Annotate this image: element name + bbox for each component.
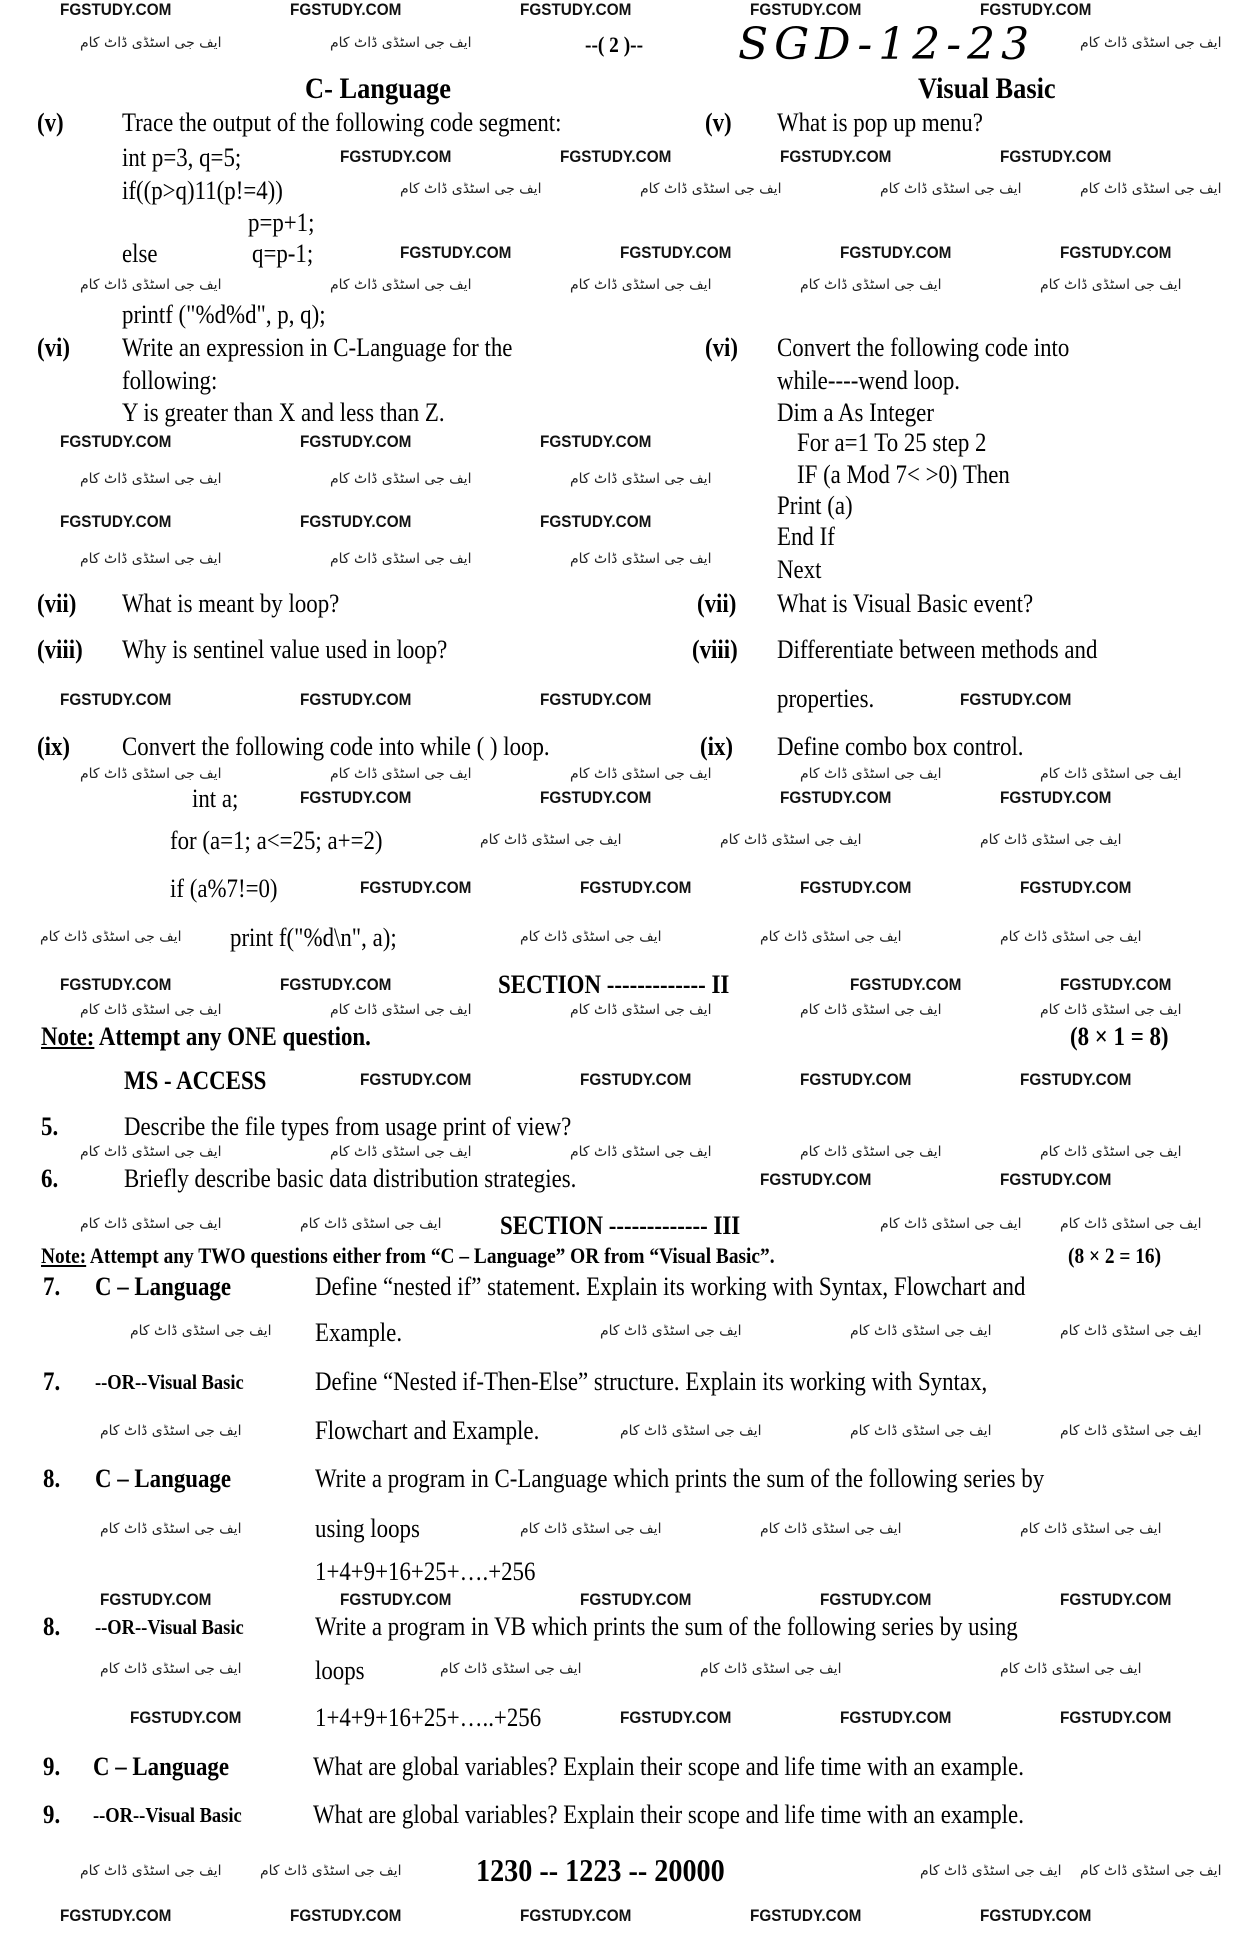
q6-num: 6. [41,1164,59,1193]
q7-alt-text2: Flowchart and Example. [315,1416,540,1445]
code-line: int p=3, q=5; [122,143,242,172]
watermark-text: FGSTUDY.COM [60,690,172,709]
q8-subject: C – Language [95,1464,232,1493]
q-vi-vb-text: Convert the following code into [777,333,1070,362]
watermark-urdu: ایف جی اسٹڈی ڈاٹ کام [1060,1216,1202,1232]
note-label: Note: [41,1243,87,1268]
watermark-urdu: ایف جی اسٹڈی ڈاٹ کام [80,1863,222,1879]
watermark-text: FGSTUDY.COM [960,690,1072,709]
watermark-urdu: ایف جی اسٹڈی ڈاٹ کام [620,1423,762,1439]
watermark-text: FGSTUDY.COM [1060,975,1172,994]
q8-alt-text: Write a program in VB which prints the sum of the following series by using [315,1612,1018,1641]
watermark-urdu: ایف جی اسٹڈی ڈاٹ کام [520,929,662,945]
watermark-text: FGSTUDY.COM [360,1070,472,1089]
watermark-urdu: ایف جی اسٹڈی ڈاٹ کام [80,766,222,782]
watermark-text: FGSTUDY.COM [780,147,892,166]
watermark-text: FGSTUDY.COM [1000,788,1112,807]
q8-alt-num: 8. [43,1612,61,1641]
watermark-urdu: ایف جی اسٹڈی ڈاٹ کام [80,551,222,567]
watermark-urdu: ایف جی اسٹڈی ڈاٹ کام [80,35,222,51]
watermark-text: FGSTUDY.COM [520,1906,632,1925]
q8-alt-series: 1+4+9+16+25+…..+256 [315,1703,542,1732]
vb-code-line: Print (a) [777,491,853,520]
watermark-urdu: ایف جی اسٹڈی ڈاٹ کام [100,1423,242,1439]
watermark-urdu: ایف جی اسٹڈی ڈاٹ کام [330,1144,472,1160]
section-iii-note: Attempt any TWO questions either from “C – Language” OR from “Visual Basic”. [89,1243,775,1268]
watermark-urdu: ایف جی اسٹڈی ڈاٹ کام [80,277,222,293]
watermark-text: FGSTUDY.COM [100,1590,212,1609]
q7-text: Define “nested if” statement. Explain its working with Syntax, Flowchart and [315,1272,1026,1301]
watermark-text: FGSTUDY.COM [820,1590,932,1609]
c-language-heading: C- Language [305,72,451,105]
code-line: for (a=1; a<=25; a+=2) [170,826,383,855]
watermark-text: FGSTUDY.COM [520,0,632,19]
q5-num: 5. [41,1112,59,1141]
watermark-text: FGSTUDY.COM [1060,1708,1172,1727]
watermark-urdu: ایف جی اسٹڈی ڈاٹ کام [1060,1423,1202,1439]
watermark-text: FGSTUDY.COM [300,788,412,807]
code-line: if((p>q)11(p!=4)) [122,176,283,205]
watermark-text: FGSTUDY.COM [850,975,962,994]
q-v-vb-num: (v) [705,108,732,137]
watermark-urdu: ایف جی اسٹڈی ڈاٹ کام [720,832,862,848]
watermark-text: FGSTUDY.COM [300,512,412,531]
note-label: Note: [41,1022,95,1051]
watermark-text: FGSTUDY.COM [130,1708,242,1727]
watermark-urdu: ایف جی اسٹڈی ڈاٹ کام [330,551,472,567]
watermark-urdu: ایف جی اسٹڈی ڈاٹ کام [570,551,712,567]
watermark-urdu: ایف جی اسٹڈی ڈاٹ کام [1080,1863,1222,1879]
watermark-urdu: ایف جی اسٹڈی ڈاٹ کام [1000,929,1142,945]
watermark-text: FGSTUDY.COM [60,512,172,531]
q-viii-vb-num: (viii) [692,635,738,664]
watermark-text: FGSTUDY.COM [340,147,452,166]
watermark-text: FGSTUDY.COM [540,788,652,807]
q7-text2: Example. [315,1318,403,1347]
vb-code-line: IF (a Mod 7< >0) Then [797,460,1010,489]
page-number: --( 2 )-- [585,32,644,57]
q7-subject: C – Language [95,1272,232,1301]
watermark-text: FGSTUDY.COM [620,243,732,262]
vb-code-line: End If [777,522,835,551]
watermark-urdu: ایف جی اسٹڈی ڈاٹ کام [330,277,472,293]
watermark-urdu: ایف جی اسٹڈی ڈاٹ کام [1040,1144,1182,1160]
q7-alt-num: 7. [43,1367,61,1396]
q-v-num: (v) [37,108,64,137]
watermark-urdu: ایف جی اسٹڈی ڈاٹ کام [330,471,472,487]
watermark-text: FGSTUDY.COM [1020,1070,1132,1089]
q9-alt-text: What are global variables? Explain their scope and life time with an example. [313,1800,1024,1829]
watermark-urdu: ایف جی اسٹڈی ڈاٹ کام [1060,1323,1202,1339]
watermark-text: FGSTUDY.COM [1060,1590,1172,1609]
watermark-urdu: ایف جی اسٹڈی ڈاٹ کام [1040,766,1182,782]
q-vii-vb-text: What is Visual Basic event? [777,589,1034,618]
code-line: if (a%7!=0) [170,874,278,903]
watermark-text: FGSTUDY.COM [840,1708,952,1727]
watermark-urdu: ایف جی اسٹڈی ڈاٹ کام [570,766,712,782]
q7-alt-subject: --OR--Visual Basic [95,1370,244,1394]
watermark-text: FGSTUDY.COM [360,878,472,897]
watermark-text: FGSTUDY.COM [780,788,892,807]
watermark-urdu: ایف جی اسٹڈی ڈاٹ کام [800,766,942,782]
watermark-urdu: ایف جی اسٹڈی ڈاٹ کام [40,929,182,945]
code-line: int a; [192,784,239,813]
watermark-urdu: ایف جی اسٹڈی ڈاٹ کام [1080,35,1222,51]
watermark-text: FGSTUDY.COM [580,1590,692,1609]
q8-alt-subject: --OR--Visual Basic [95,1615,244,1639]
watermark-urdu: ایف جی اسٹڈی ڈاٹ کام [570,471,712,487]
code-line: printf ("%d%d", p, q); [122,300,326,329]
q9-alt-subject: --OR--Visual Basic [93,1803,242,1827]
watermark-text: FGSTUDY.COM [750,1906,862,1925]
watermark-text: FGSTUDY.COM [1020,878,1132,897]
watermark-text: FGSTUDY.COM [800,1070,912,1089]
watermark-text: FGSTUDY.COM [60,432,172,451]
watermark-urdu: ایف جی اسٹڈی ڈاٹ کام [1020,1521,1162,1537]
watermark-text: FGSTUDY.COM [760,1170,872,1189]
watermark-urdu: ایف جی اسٹڈی ڈاٹ کام [440,1661,582,1677]
watermark-urdu: ایف جی اسٹڈی ڈاٹ کام [260,1863,402,1879]
watermark-urdu: ایف جی اسٹڈی ڈاٹ کام [600,1323,742,1339]
watermark-urdu: ایف جی اسٹڈی ڈاٹ کام [100,1521,242,1537]
watermark-text: FGSTUDY.COM [290,1906,402,1925]
watermark-urdu: ایف جی اسٹڈی ڈاٹ کام [570,1144,712,1160]
watermark-urdu: ایف جی اسٹڈی ڈاٹ کام [880,1216,1022,1232]
watermark-text: FGSTUDY.COM [840,243,952,262]
watermark-urdu: ایف جی اسٹڈی ڈاٹ کام [330,766,472,782]
vb-code-line: Next [777,555,822,584]
watermark-text: FGSTUDY.COM [620,1708,732,1727]
q-vii-c-text: What is meant by loop? [122,589,340,618]
section-ii-title: SECTION ------------- II [498,970,730,999]
watermark-text: FGSTUDY.COM [300,432,412,451]
q7-alt-text: Define “Nested if-Then-Else” structure. Explain its working with Syntax, [315,1367,988,1396]
q-vi-vb-text2: while----wend loop. [777,366,960,395]
vb-code-line: Dim a As Integer [777,398,934,427]
watermark-urdu: ایف جی اسٹڈی ڈاٹ کام [400,181,542,197]
watermark-urdu: ایف جی اسٹڈی ڈاٹ کام [300,1216,442,1232]
q5-text: Describe the file types from usage print of view? [124,1112,572,1141]
section-iii-title: SECTION ------------- III [500,1211,741,1240]
watermark-text: FGSTUDY.COM [300,690,412,709]
watermark-urdu: ایف جی اسٹڈی ڈاٹ کام [330,1002,472,1018]
q-vi-c-text: Write an expression in C-Language for the [122,333,513,362]
q8-num: 8. [43,1464,61,1493]
q-viii-vb-text: Differentiate between methods and [777,635,1098,664]
q-viii-vb-text2: properties. [777,684,875,713]
watermark-urdu: ایف جی اسٹڈی ڈاٹ کام [800,1144,942,1160]
watermark-urdu: ایف جی اسٹڈی ڈاٹ کام [80,1002,222,1018]
watermark-urdu: ایف جی اسٹڈی ڈاٹ کام [80,1144,222,1160]
q-ix-c-text: Convert the following code into while ( ) loop. [122,732,550,761]
watermark-urdu: ایف جی اسٹڈی ڈاٹ کام [640,181,782,197]
watermark-text: FGSTUDY.COM [1000,1170,1112,1189]
q9-num: 9. [43,1752,61,1781]
q-vii-num: (vii) [37,589,77,618]
watermark-urdu: ایف جی اسٹڈی ڈاٹ کام [850,1423,992,1439]
watermark-urdu: ایف جی اسٹڈی ڈاٹ کام [100,1661,242,1677]
watermark-text: FGSTUDY.COM [60,1906,172,1925]
q8-series: 1+4+9+16+25+….+256 [315,1557,536,1586]
watermark-urdu: ایف جی اسٹڈی ڈاٹ کام [570,277,712,293]
q-vii-vb-num: (vii) [697,589,737,618]
watermark-text: FGSTUDY.COM [340,1590,452,1609]
q9-alt-num: 9. [43,1800,61,1829]
q8-text: Write a program in C-Language which prints the sum of the following series by [315,1464,1045,1493]
watermark-urdu: ایف جی اسٹڈی ڈاٹ کام [760,1521,902,1537]
watermark-text: FGSTUDY.COM [580,1070,692,1089]
q-v-c-text: Trace the output of the following code segment: [122,108,562,137]
watermark-text: FGSTUDY.COM [980,1906,1092,1925]
watermark-text: FGSTUDY.COM [60,0,172,19]
q-ix-vb-text: Define combo box control. [777,732,1024,761]
code-line: q=p-1; [252,239,314,268]
watermark-urdu: ایف جی اسٹڈی ڈاٹ کام [1040,277,1182,293]
q8-text2: using loops [315,1514,420,1543]
watermark-text: FGSTUDY.COM [60,975,172,994]
q-viii-num: (viii) [37,635,83,664]
q-vi-num: (vi) [37,333,71,362]
watermark-urdu: ایف جی اسٹڈی ڈاٹ کام [130,1323,272,1339]
q-ix-vb-num: (ix) [700,732,734,761]
watermark-urdu: ایف جی اسٹڈی ڈاٹ کام [570,1002,712,1018]
watermark-text: FGSTUDY.COM [800,878,912,897]
q-ix-num: (ix) [37,732,71,761]
watermark-urdu: ایف جی اسٹڈی ڈاٹ کام [920,1863,1062,1879]
q-viii-c-text: Why is sentinel value used in loop? [122,635,448,664]
watermark-text: FGSTUDY.COM [400,243,512,262]
q9-subject: C – Language [93,1752,230,1781]
watermark-urdu: ایف جی اسٹڈی ڈاٹ کام [1080,181,1222,197]
visual-basic-heading: Visual Basic [918,72,1056,105]
watermark-urdu: ایف جی اسٹڈی ڈاٹ کام [480,832,622,848]
watermark-text: FGSTUDY.COM [560,147,672,166]
section-iii-marks: (8 × 2 = 16) [1068,1243,1162,1268]
code-line: p=p+1; [248,208,315,237]
section-ii-note: Attempt any ONE question. [98,1022,371,1051]
watermark-urdu: ایف جی اسٹڈی ڈاٹ کام [980,832,1122,848]
watermark-text: FGSTUDY.COM [1060,243,1172,262]
code-line: else [122,239,158,268]
watermark-urdu: ایف جی اسٹڈی ڈاٹ کام [700,1661,842,1677]
watermark-text: FGSTUDY.COM [540,512,652,531]
paper-code-handwritten: SGD-12-23 [738,19,1036,70]
watermark-text: FGSTUDY.COM [540,432,652,451]
code-line: print f("%d\n", a); [230,923,397,952]
q-vi-c-text2: following: [122,366,218,395]
watermark-text: FGSTUDY.COM [1000,147,1112,166]
watermark-text: FGSTUDY.COM [540,690,652,709]
watermark-text: FGSTUDY.COM [980,0,1092,19]
q-vi-vb-num: (vi) [705,333,739,362]
watermark-urdu: ایف جی اسٹڈی ڈاٹ کام [1000,1661,1142,1677]
watermark-text: FGSTUDY.COM [750,0,862,19]
watermark-urdu: ایف جی اسٹڈی ڈاٹ کام [80,471,222,487]
watermark-urdu: ایف جی اسٹڈی ڈاٹ کام [330,35,472,51]
watermark-urdu: ایف جی اسٹڈی ڈاٹ کام [520,1521,662,1537]
watermark-urdu: ایف جی اسٹڈی ڈاٹ کام [80,1216,222,1232]
watermark-text: FGSTUDY.COM [580,878,692,897]
watermark-urdu: ایف جی اسٹڈی ڈاٹ کام [760,929,902,945]
vb-code-line: For a=1 To 25 step 2 [797,428,987,457]
watermark-text: FGSTUDY.COM [280,975,392,994]
watermark-urdu: ایف جی اسٹڈی ڈاٹ کام [850,1323,992,1339]
q8-alt-text2: loops [315,1656,365,1685]
watermark-urdu: ایف جی اسٹڈی ڈاٹ کام [800,277,942,293]
q7-num: 7. [43,1272,61,1301]
watermark-urdu: ایف جی اسٹڈی ڈاٹ کام [880,181,1022,197]
watermark-urdu: ایف جی اسٹڈی ڈاٹ کام [1040,1002,1182,1018]
footer-codes: 1230 -- 1223 -- 20000 [476,1852,725,1888]
watermark-text: FGSTUDY.COM [290,0,402,19]
q6-text: Briefly describe basic data distribution strategies. [124,1164,577,1193]
ms-access-heading: MS - ACCESS [124,1066,267,1095]
section-ii-marks: (8 × 1 = 8) [1070,1022,1169,1051]
q-v-vb-text: What is pop up menu? [777,108,983,137]
q-vi-c-text3: Y is greater than X and less than Z. [122,398,445,427]
q9-text: What are global variables? Explain their scope and life time with an example. [313,1752,1024,1781]
watermark-urdu: ایف جی اسٹڈی ڈاٹ کام [800,1002,942,1018]
